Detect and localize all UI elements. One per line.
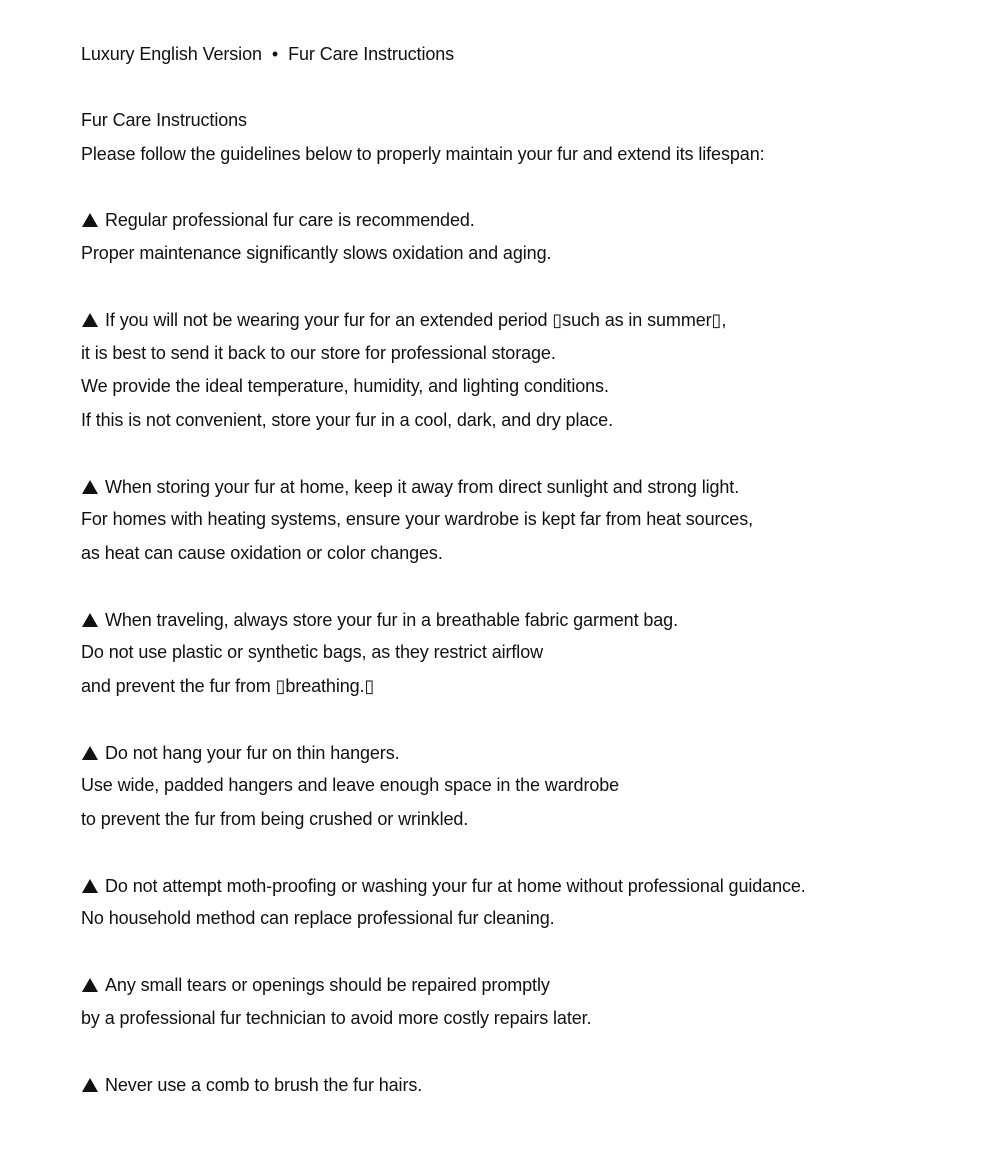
document-intro: Please follow the guidelines below to properly maintain your fur and extend its lifespan:: [81, 144, 765, 164]
guideline-4-line-3: and prevent the fur from ▯breathing.▯: [81, 676, 375, 696]
triangle-up-icon: [82, 613, 98, 627]
triangle-up-icon: [82, 480, 98, 494]
guideline-text: Do not hang your fur on thin hangers.: [105, 743, 400, 763]
guideline-1-line-1: [81, 208, 475, 232]
guideline-3-line-1: [81, 475, 739, 499]
guideline-text: Regular professional fur care is recommended.: [105, 210, 475, 230]
guideline-8-line-1: [81, 1073, 422, 1097]
triangle-up-icon: [82, 313, 98, 327]
guideline-2-line-2: it is best to send it back to our store for professional storage.: [81, 343, 556, 363]
triangle-up-icon: [82, 213, 98, 227]
triangle-up-icon: [82, 746, 98, 760]
guideline-text: Any small tears or openings should be repaired promptly: [105, 975, 550, 995]
header-section: Fur Care Instructions: [288, 44, 455, 64]
triangle-up-icon: [82, 879, 98, 893]
document-header: [81, 42, 454, 66]
guideline-text: Do not attempt moth-proofing or washing your fur at home without professional guidance.: [105, 876, 806, 896]
guideline-4-line-2: Do not use plastic or synthetic bags, as they restrict airflow: [81, 642, 544, 662]
guideline-1-line-2: Proper maintenance significantly slows oxidation and aging.: [81, 243, 552, 263]
header-version: Luxury English Version: [81, 44, 262, 64]
guideline-3-line-3: as heat can cause oxidation or color changes.: [81, 543, 443, 563]
guideline-5-line-1: [81, 741, 400, 765]
guideline-6-line-2: No household method can replace professional fur cleaning.: [81, 908, 555, 928]
guideline-text: Never use a comb to brush the fur hairs.: [105, 1075, 423, 1095]
guideline-text: If you will not be wearing your fur for an extended period ▯such as in summer▯,: [105, 310, 727, 330]
guideline-7-line-1: [81, 973, 550, 997]
guideline-5-line-3: to prevent the fur from being crushed or wrinkled.: [81, 809, 469, 829]
guideline-2-line-1: [81, 308, 726, 332]
guideline-text: When storing your fur at home, keep it away from direct sunlight and strong light.: [105, 477, 740, 497]
header-separator: •: [271, 44, 279, 64]
guideline-6-line-1: [81, 874, 806, 898]
guideline-5-line-2: Use wide, padded hangers and leave enough space in the wardrobe: [81, 775, 620, 795]
guideline-4-line-1: [81, 608, 678, 632]
guideline-2-line-3: We provide the ideal temperature, humidity, and lighting conditions.: [81, 376, 609, 396]
document-title: Fur Care Instructions: [81, 110, 247, 130]
triangle-up-icon: [82, 1078, 98, 1092]
guideline-3-line-2: For homes with heating systems, ensure your wardrobe is kept far from heat sources,: [81, 509, 753, 529]
guideline-2-line-4: If this is not convenient, store your fur in a cool, dark, and dry place.: [81, 410, 613, 430]
guideline-7-line-2: by a professional fur technician to avoid more costly repairs later.: [81, 1008, 592, 1028]
guideline-text: When traveling, always store your fur in a breathable fabric garment bag.: [105, 610, 678, 630]
triangle-up-icon: [82, 978, 98, 992]
